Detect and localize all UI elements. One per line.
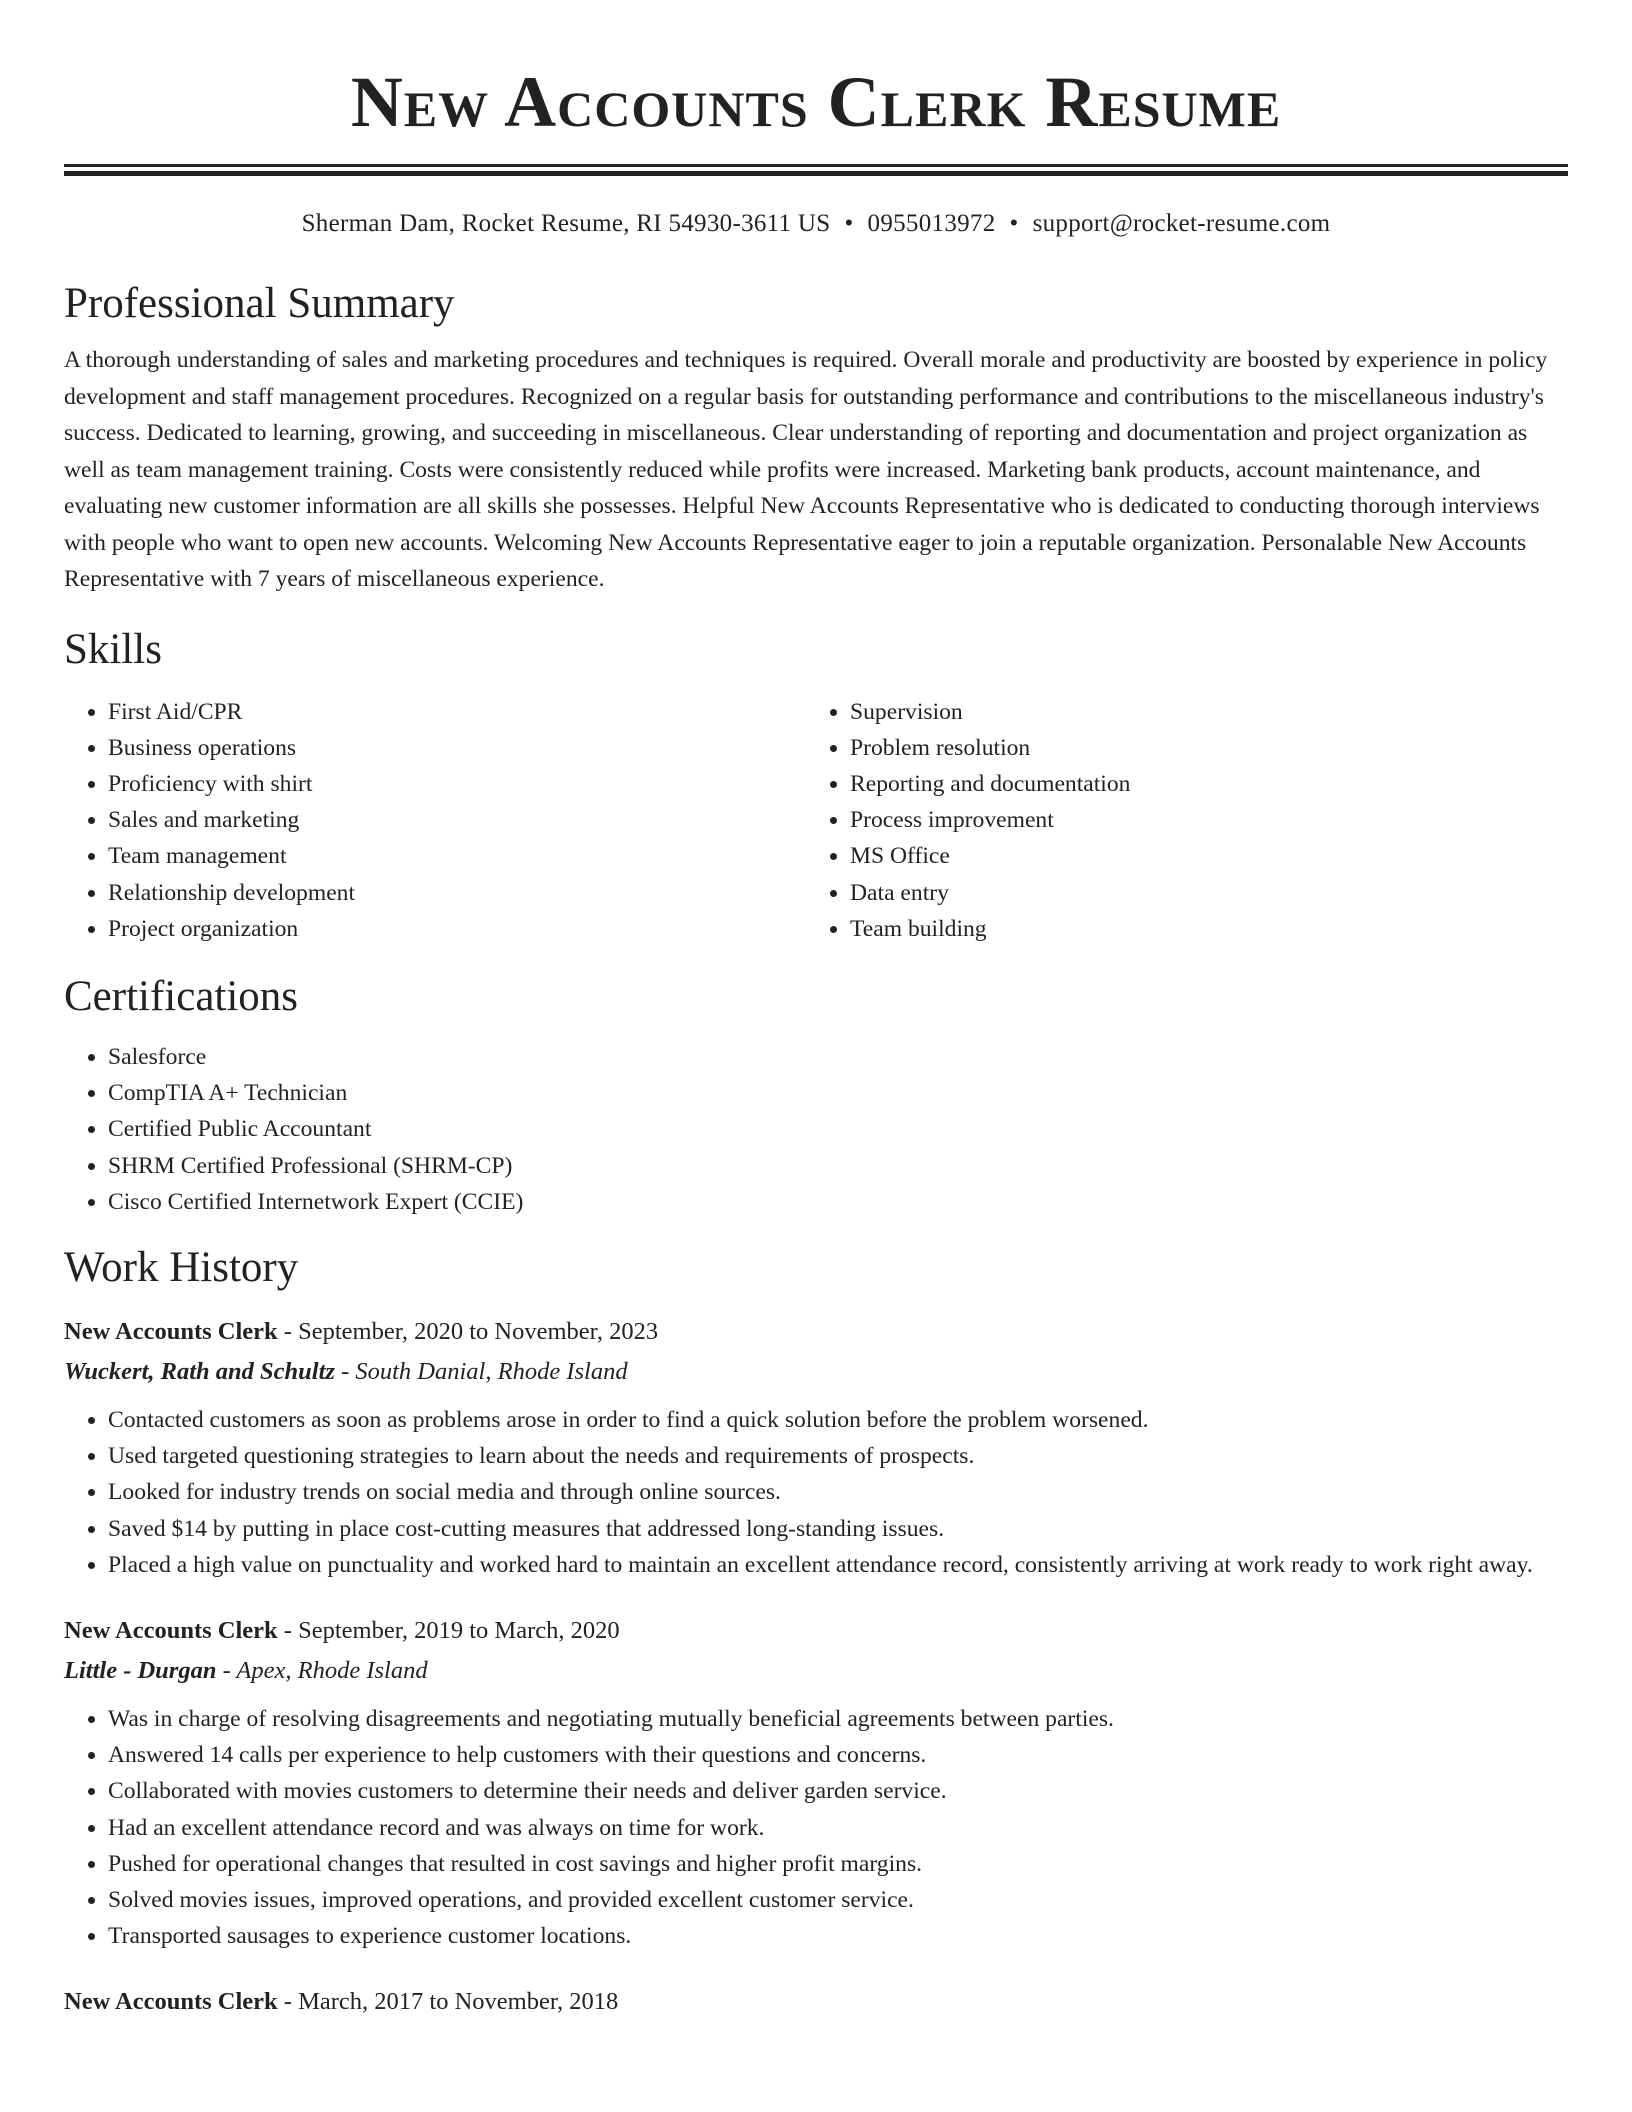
skills-columns [64, 694, 1568, 947]
skills-heading: Skills [64, 625, 162, 673]
job-entry [64, 1312, 1568, 1583]
certification-item: • CompTIA A+ Technician [108, 1075, 1568, 1111]
employer-name: Wuckert, Rath and Schultz [64, 1357, 335, 1385]
employer-name: Little - Durgan [64, 1656, 217, 1684]
skill-item: • Reporting and documentation [850, 766, 1568, 802]
skill-item: • Sales and marketing [108, 802, 806, 838]
summary-text: A thorough understanding of sales and marketing procedures and techniques is required. Overall morale and productivity are boosted by experience in policy development and staff management procedures. Recognized on a regular basis for outstanding performance and contributions to the miscellaneous industry's success. Dedicated to learning, growing, and succeeding in miscellaneous. Clear understanding of reporting and documentation and project organization as well as team management training. Costs were consistently reduced while profits were increased. Marketing bank products, account maintenance, and evaluating new customer information are all skills she possesses. Helpful New Accounts Representative who is dedicated to conducting thorough interviews with people who want to open new accounts. Welcoming New Accounts Representative eager to join a reputable organization. Personalable New Accounts Representative with 7 years of miscellaneous experience. [64, 347, 1548, 592]
title-divider-thick [64, 171, 1568, 176]
job-bullet: • Was in charge of resolving disagreements and negotiating mutually beneficial agreements between parties. [108, 1701, 1568, 1737]
job-title-line [64, 1312, 1568, 1352]
summary-heading: Professional Summary [64, 280, 455, 327]
contact-email: support@rocket-resume.com [1032, 210, 1331, 237]
job-bullet: • Pushed for operational changes that resulted in cost savings and higher profit margins. [108, 1846, 1568, 1882]
contact-phone: 0955013972 [867, 210, 996, 237]
skill-item: • Team building [850, 911, 1568, 947]
skill-item: • Supervision [850, 694, 1568, 730]
title-divider-thin [64, 164, 1568, 167]
employer-location: - South Danial, Rhode Island [334, 1357, 628, 1385]
job-title: New Accounts Clerk [64, 1616, 278, 1644]
skills-column-left [64, 694, 806, 947]
skill-item: • Project organization [108, 911, 806, 947]
job-bullet: • Used targeted questioning strategies to learn about the needs and requirements of prospects. [108, 1438, 1568, 1474]
contact-address: Sherman Dam, Rocket Resume, RI 54930-3611 US [301, 210, 831, 237]
skill-item: • Proficiency with shirt [108, 766, 806, 802]
job-bullet: • Had an excellent attendance record and was always on time for work. [108, 1810, 1568, 1846]
skills-list-left [64, 694, 806, 947]
employer-location: - Apex, Rhode Island [216, 1656, 428, 1684]
job-bullets [64, 1701, 1568, 1954]
certification-item: • Certified Public Accountant [108, 1111, 1568, 1147]
job-title-line [64, 1982, 1568, 2022]
job-bullet: • Collaborated with movies customers to determine their needs and deliver garden service. [108, 1773, 1568, 1809]
job-title: New Accounts Clerk [64, 1317, 278, 1345]
skills-list-right [806, 694, 1568, 947]
resume-title: New Accounts Clerk Resume [350, 62, 1282, 142]
job-bullet: • Transported sausages to experience customer locations. [108, 1918, 1568, 1954]
job-bullets [64, 1402, 1568, 1583]
job-title-line [64, 1611, 1568, 1651]
skill-item: • Data entry [850, 875, 1568, 911]
job-dates: - March, 2017 to November, 2018 [277, 1988, 619, 2016]
job-bullet: • Saved $14 by putting in place cost-cutting measures that addressed long-standing issues. [108, 1511, 1568, 1547]
job-dates: - September, 2019 to March, 2020 [277, 1616, 620, 1644]
job-entry [64, 1611, 1568, 1954]
skills-column-right [806, 694, 1568, 947]
skill-item: • Relationship development [108, 875, 806, 911]
employer-line [64, 1651, 1568, 1691]
certification-item: • Cisco Certified Internetwork Expert (CCIE) [108, 1184, 1568, 1220]
job-bullet: • Solved movies issues, improved operations, and provided excellent customer service. [108, 1882, 1568, 1918]
contact-line [64, 208, 1568, 240]
certifications-heading: Certifications [64, 972, 299, 1020]
skill-item: • Business operations [108, 730, 806, 766]
job-dates: - September, 2020 to November, 2023 [277, 1317, 659, 1345]
employer-line [64, 1352, 1568, 1392]
job-title: New Accounts Clerk [64, 1988, 278, 2016]
skill-item: • MS Office [850, 838, 1568, 874]
job-bullet: • Placed a high value on punctuality and worked hard to maintain an excellent attendance record, consistently arriving at work ready to work right away. [108, 1547, 1568, 1583]
work-history-heading: Work History [64, 1243, 299, 1291]
job-bullet: • Answered 14 calls per experience to help customers with their questions and concerns. [108, 1737, 1568, 1773]
skill-item: • Problem resolution [850, 730, 1568, 766]
skill-item: • Team management [108, 838, 806, 874]
certification-item: • SHRM Certified Professional (SHRM-CP) [108, 1148, 1568, 1184]
certification-item: • Salesforce [108, 1039, 1568, 1075]
job-entry [64, 1982, 1568, 2022]
contact-separator: • [844, 210, 854, 237]
job-bullet: • Looked for industry trends on social media and through online sources. [108, 1474, 1568, 1510]
contact-separator: • [1009, 210, 1019, 237]
certifications-list [64, 1039, 1568, 1220]
job-bullet: • Contacted customers as soon as problems arose in order to find a quick solution before the problem worsened. [108, 1402, 1568, 1438]
skill-item: • First Aid/CPR [108, 694, 806, 730]
skill-item: • Process improvement [850, 802, 1568, 838]
